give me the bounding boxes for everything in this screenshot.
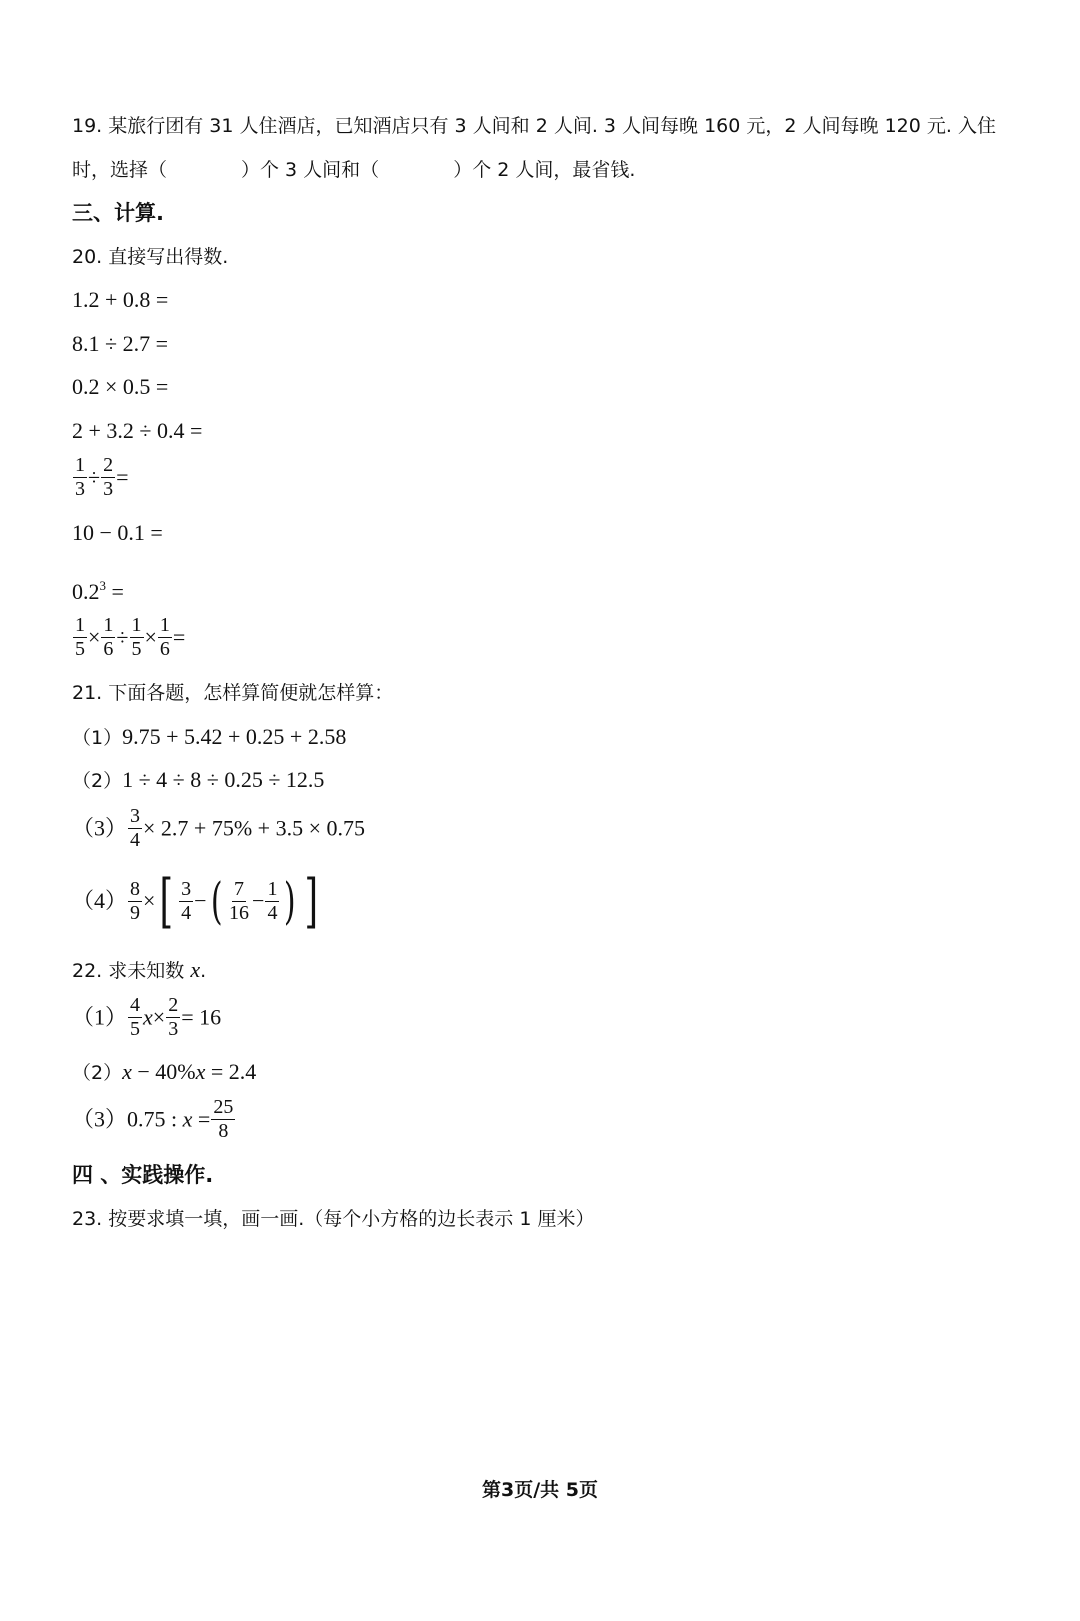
q20-expression-7: $0.2^3$ = [72,578,124,604]
q20-expression-4: 2 + 3.2 ÷ 0.4 = [72,418,203,443]
fraction: $\frac{1}{5}$ [75,614,85,660]
fraction: $\frac{1}{5}$ [131,614,142,660]
fraction: $\frac{1}{6}$ [103,614,114,660]
fraction: $\frac{1}{3}$ [75,454,85,500]
q19-text-a: 时，选择（ [72,159,168,181]
q21-problem-2: （2）1 ÷ 4 ÷ 8 ÷ 0.25 ÷ 12.5 [72,767,325,792]
q20-expression-1: 1.2 + 0.8 = [72,287,169,312]
fraction: $\frac{7}{16}$ [229,877,250,924]
q20-expression-5: $\frac{1}{3}$ ÷ $\frac{2}{3}$ = [75,454,129,500]
question-19-line-1: 19. 某旅行团有 31 人住酒店，已知酒店只有 3 人间和 2 人间. 3 人间每晚 160 元，2 人间每晚 120 元. 入住 [72,115,996,137]
question-23-title: 23. 按要求填一填，画一画.（每个小方格的边长表示 1 厘米） [72,1208,595,1230]
question-22-title: 22. 求未知数 x. [72,957,207,982]
fraction: $\frac{2}{3}$ [168,994,179,1040]
q20-expression-6: 10 − 0.1 = [72,520,163,545]
q20-expression-2: 8.1 ÷ 2.7 = [72,331,168,356]
fraction: $\frac{8}{9}$ [130,877,141,924]
q19-text-c: ）个 2 人间，最省钱. [453,159,636,181]
page-number-footer: 第3页/共 5页 [482,1479,598,1501]
fraction: $\frac{2}{3}$ [103,454,114,500]
q19-text-b: ）个 3 人间和（ [241,159,380,181]
section-3-heading: 三、计算. [72,201,164,225]
q20-expression-8: $\frac{1}{5}$ × $\frac{1}{6}$ ÷ $\frac{1}{5}$ × $\frac{1}{6}$ = [75,614,186,660]
q20-expression-3: 0.2 × 0.5 = [72,374,169,399]
section-4-heading: 四 、实践操作. [72,1163,214,1187]
question-19-line-2 [72,157,635,183]
right-bracket: ] [304,867,319,935]
fraction: $\frac{25}{8}$ [213,1096,234,1142]
question-21-title: 21. 下面各题，怎样算简便就怎样算： [72,682,394,704]
question-20-title: 20. 直接写出得数. [72,246,229,268]
q22-problem-3: （3）0.75 : x = $\frac{25}{8}$ [72,1096,234,1142]
left-bracket: [ [159,867,174,935]
q21-problem-3: （3） $\frac{3}{4}$ × 2.7 + 75% + 3.5 × 0.75 [72,805,365,851]
fraction: $\frac{3}{4}$ [181,877,192,924]
q21-problem-1: （1）9.75 + 5.42 + 0.25 + 2.58 [72,724,347,749]
fraction: $\frac{1}{4}$ [267,877,278,924]
right-paren: ) [284,872,297,930]
q22-problem-1: （1） $\frac{4}{5}$ x× $\frac{2}{3}$ = 16 [72,994,222,1040]
fraction: $\frac{1}{6}$ [159,614,170,660]
q21-problem-4: （4） $\frac{8}{9}$ ×[ $\frac{3}{4}$ −( $\frac{7}{16}$ − $\frac{1}{4}$ ) ] [72,867,319,935]
left-paren: ( [210,872,223,930]
q22-problem-2: （2）x − 40%x = 2.4 [72,1059,257,1084]
fraction: $\frac{3}{4}$ [130,805,141,851]
fraction: $\frac{4}{5}$ [130,994,141,1040]
